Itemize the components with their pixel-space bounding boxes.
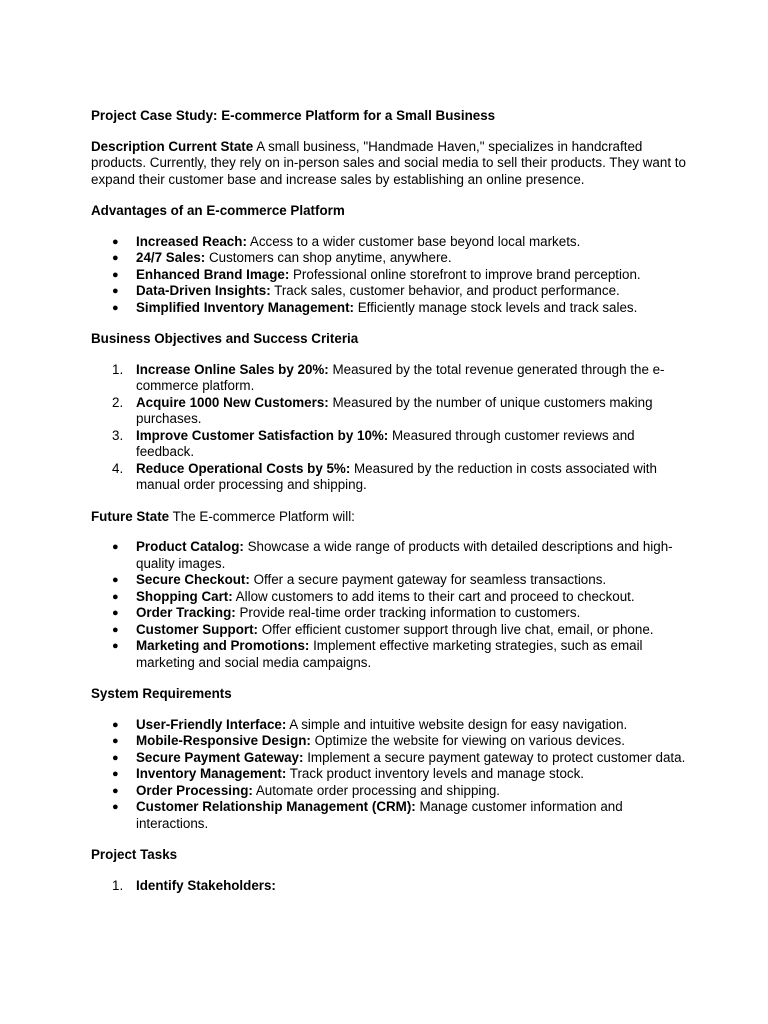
list-number: 4.: [112, 460, 124, 476]
list-item-title: 24/7 Sales:: [136, 250, 206, 265]
advantages-list: [91, 234, 691, 317]
list-item-text: Optimize the website for viewing on various devices.: [310, 733, 625, 748]
bullet-icon: ●: [112, 751, 119, 764]
list-item-title: Mobile-Responsive Design:: [136, 733, 311, 748]
objectives-list: [91, 362, 691, 494]
bullet-icon: ●: [112, 784, 119, 797]
bullet-icon: ●: [112, 285, 119, 297]
list-item: [91, 395, 691, 428]
list-item: [91, 428, 691, 461]
tasks-list: [91, 878, 691, 895]
list-item-text: Manage customer information and interactions.: [136, 799, 623, 831]
description-text: A small business, "Handmade Haven," specializes in handcrafted products. Currently, they rely on in-person sales and social media to sell their products. They want to expand their customer base and increase sales by establishing an online presence.: [91, 138, 686, 187]
list-item-title: Inventory Management:: [136, 766, 287, 781]
bullet-icon: ●: [112, 607, 119, 619]
list-item-title: Improve Customer Satisfaction by 10%:: [136, 427, 389, 443]
list-item-text: Efficiently manage stock levels and track sales.: [354, 299, 638, 315]
document-title: Project Case Study: E-commerce Platform for a Small Business: [91, 108, 496, 123]
list-item: [91, 461, 691, 494]
list-item-text: Measured by the reduction in costs associated with manual order processing and shipping.: [136, 460, 657, 492]
list-number: 1.: [112, 877, 124, 893]
list-item-text: Track product inventory levels and manage stock.: [286, 766, 585, 781]
list-item-text: Showcase a wide range of products with detailed descriptions and high-quality images.: [136, 539, 673, 571]
list-item-title: Identify Stakeholders:: [136, 877, 276, 893]
list-item-text: Access to a wider customer base beyond local markets.: [246, 233, 581, 249]
list-item-title: Product Catalog:: [136, 539, 244, 554]
list-item-title: Increase Online Sales by 20%:: [136, 361, 329, 377]
list-item-text: Customers can shop anytime, anywhere.: [205, 250, 452, 265]
bullet-icon: ●: [112, 235, 119, 248]
list-item: [91, 783, 691, 800]
bullet-icon: ●: [112, 640, 119, 652]
list-item: [91, 605, 691, 622]
list-item: [91, 250, 691, 267]
list-item: [91, 766, 691, 783]
list-item: [91, 799, 691, 832]
list-item: [91, 638, 691, 671]
list-item-title: Order Processing:: [136, 782, 253, 798]
list-item: [91, 300, 691, 317]
list-item-title: Enhanced Brand Image:: [136, 266, 290, 282]
list-item-text: Implement effective marketing strategies, such as email marketing and social media campaigns.: [136, 638, 643, 670]
list-item: [91, 234, 691, 251]
description-label: Description Current State: [91, 138, 254, 154]
description-paragraph: [91, 139, 691, 189]
requirements-heading: System Requirements: [91, 686, 232, 701]
list-item-text: Offer efficient customer support through live chat, email, or phone.: [258, 621, 654, 637]
bullet-icon: ●: [112, 623, 119, 636]
list-item: [91, 362, 691, 395]
future-state-paragraph: [91, 509, 691, 526]
list-item-title: Marketing and Promotions:: [136, 638, 310, 653]
bullet-icon: ●: [112, 252, 119, 264]
bullet-icon: ●: [112, 541, 119, 553]
bullet-icon: ●: [112, 768, 119, 780]
list-item-text: Provide real-time order tracking information to customers.: [235, 605, 581, 620]
list-number: 3.: [112, 427, 124, 443]
list-item-text: Track sales, customer behavior, and product performance.: [270, 283, 620, 298]
list-item-title: Reduce Operational Costs by 5%:: [136, 460, 351, 476]
list-number: 2.: [112, 394, 124, 410]
bullet-icon: ●: [112, 718, 119, 731]
list-item: [91, 267, 691, 284]
requirements-list: [91, 717, 691, 833]
list-item-title: Order Tracking:: [136, 605, 236, 620]
list-item-text: Implement a secure payment gateway to protect customer data.: [303, 749, 686, 765]
future-state-label: Future State: [91, 508, 170, 524]
bullet-icon: ●: [112, 801, 119, 813]
list-item-title: Acquire 1000 New Customers:: [136, 394, 329, 410]
future-state-text: The E-commerce Platform will:: [169, 508, 355, 524]
list-item-text: Automate order processing and shipping.: [252, 782, 500, 798]
list-item-title: Data-Driven Insights:: [136, 283, 271, 298]
list-item: [91, 589, 691, 606]
future-state-list: [91, 539, 691, 671]
list-item-title: User-Friendly Interface:: [136, 716, 287, 732]
list-item: [91, 283, 691, 300]
bullet-icon: ●: [112, 735, 119, 747]
list-item-text: Measured by the total revenue generated through the e-commerce platform.: [136, 361, 665, 393]
list-item: [91, 717, 691, 734]
list-number: 1.: [112, 361, 124, 377]
list-item-title: Customer Support:: [136, 621, 258, 637]
bullet-icon: ●: [112, 574, 119, 586]
list-item: [91, 750, 691, 767]
list-item-title: Simplified Inventory Management:: [136, 299, 355, 315]
list-item-title: Increased Reach:: [136, 233, 247, 249]
list-item: [91, 539, 691, 572]
list-item-title: Customer Relationship Management (CRM):: [136, 799, 416, 814]
list-item-text: Measured by the number of unique customers making purchases.: [136, 394, 653, 426]
list-item: [91, 733, 691, 750]
list-item-title: Shopping Cart:: [136, 588, 233, 604]
list-item: [91, 572, 691, 589]
list-item-text: A simple and intuitive website design for easy navigation.: [286, 716, 628, 732]
advantages-heading: Advantages of an E-commerce Platform: [91, 203, 345, 218]
list-item-title: Secure Payment Gateway:: [136, 749, 304, 765]
list-item: [91, 622, 691, 639]
list-item-text: Offer a secure payment gateway for seamless transactions.: [249, 572, 607, 587]
bullet-icon: ●: [112, 301, 119, 314]
list-item: [91, 878, 691, 895]
document-page: [91, 108, 691, 894]
list-item-text: Professional online storefront to improve brand perception.: [289, 266, 641, 282]
tasks-heading: Project Tasks: [91, 847, 178, 862]
bullet-icon: ●: [112, 590, 119, 603]
list-item-title: Secure Checkout:: [136, 572, 250, 587]
list-item-text: Measured through customer reviews and feedback.: [136, 427, 635, 459]
objectives-heading: Business Objectives and Success Criteria: [91, 331, 359, 346]
bullet-icon: ●: [112, 268, 119, 281]
list-item-text: Allow customers to add items to their cart and proceed to checkout.: [232, 588, 635, 604]
